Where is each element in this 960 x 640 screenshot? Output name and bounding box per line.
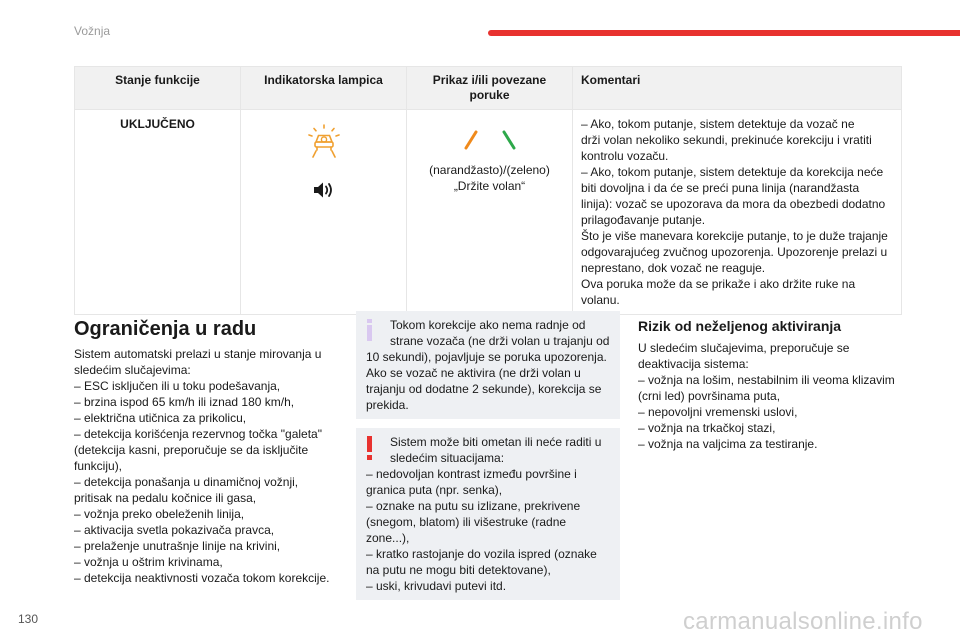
- warning-note-line: na putu ne mogu biti detektovane),: [366, 563, 551, 577]
- limits-line: Sistem automatski prelazi u stanje mirovanja u: [74, 347, 322, 361]
- limits-line: – detekcija korišćenja rezervnog točka "galeta": [74, 427, 322, 441]
- comment-line: odgovarajućeg zvučnog upozorenja. Upozorenje prelazi u: [581, 245, 888, 259]
- col-header-display: Prikaz i/ili povezane poruke: [407, 67, 573, 110]
- limits-section: [74, 316, 342, 586]
- limits-line: – detekcija ponašanja u dinamičnoj vožnji,: [74, 475, 299, 489]
- table-row: [75, 110, 902, 315]
- risk-line: (crni led) površinama puta,: [638, 389, 781, 403]
- warning-note-line: zone...),: [366, 531, 410, 545]
- info-icon: [366, 319, 374, 341]
- comment-line: – Ako, tokom putanje, sistem detektuje da vozač ne: [581, 117, 855, 131]
- warning-note-line: – nedovoljan kontrast između površine i: [366, 467, 577, 481]
- warning-note-line: granica puta (npr. senka),: [366, 483, 503, 497]
- comment-line: kontrolu vozaču.: [581, 149, 669, 163]
- display-message: „Držite volan“: [453, 179, 526, 193]
- warning-note-line: Sistem može biti ometan ili neće raditi u: [390, 435, 602, 449]
- header-title: Vožnja: [74, 24, 111, 38]
- info-note-line: prekida.: [366, 398, 409, 412]
- warning-icon: [366, 436, 374, 460]
- lane-lines-icon: [460, 126, 520, 152]
- comment-line: Ova poruka može da se prikaže i ako držite ruke na: [581, 277, 856, 291]
- warning-note-line: – uski, krivudavi putevi itd.: [366, 579, 507, 593]
- risk-line: U sledećim slučajevima, preporučuje se: [638, 341, 850, 355]
- limits-line: – aktivacija svetla pokazivača pravca,: [74, 523, 275, 537]
- info-note-line: strane vozača (ne drži volan u trajanju od: [390, 334, 610, 348]
- table-header-row: [75, 67, 902, 110]
- risk-line: – vožnja na valjcima za testiranje.: [638, 437, 818, 451]
- function-table: [74, 66, 902, 315]
- comment-line: drži volan nekoliko sekundi, prekinuće korekciju i vratiti: [581, 133, 872, 147]
- limits-line: (detekcija kasni, preporučuje se da isključite: [74, 443, 309, 457]
- risk-line: deaktivacija sistema:: [638, 357, 749, 371]
- comment-line: linija): vozač se upozorava da mora da obezbedi dodatno: [581, 197, 886, 211]
- info-note-line: trajanju od dodatne 2 sekunde), korekcija se: [366, 382, 602, 396]
- limits-line: – ESC isključen ili u toku podešavanja,: [74, 379, 281, 393]
- risk-line: – nepovoljni vremenski uslovi,: [638, 405, 798, 419]
- cell-display: [407, 110, 573, 315]
- limits-line: – prelaženje unutrašnje linije na krivini,: [74, 539, 281, 553]
- warning-note-line: – oznake na putu su izlizane, prekrivene: [366, 499, 581, 513]
- limits-line: – vožnja preko obeleženih linija,: [74, 507, 245, 521]
- limits-line: – detekcija neaktivnosti vozača tokom korekcije.: [74, 571, 330, 585]
- col-header-comments: Komentari: [573, 67, 902, 110]
- risk-title: Rizik od neželjenog aktiviranja: [638, 318, 842, 334]
- comment-line: neprestano, dok vozač ne reaguje.: [581, 261, 766, 275]
- watermark: carmanualsonline.info: [683, 608, 923, 635]
- risk-section: [638, 316, 906, 452]
- comment-line: biti dovoljna i da će se preći puna linija (narandžasta: [581, 181, 860, 195]
- info-note-line: Ako se vozač ne aktivira (ne drži volan u: [366, 366, 581, 380]
- warning-note-line: sledećim situacijama:: [390, 451, 505, 465]
- limits-line: sledećim slučajevima:: [74, 363, 191, 377]
- limits-line: – električna utičnica za prikolicu,: [74, 411, 247, 425]
- info-note: [356, 311, 620, 419]
- limits-title: Ograničenja u radu: [74, 318, 257, 340]
- limits-line: pritisak na pedalu kočnice ili gasa,: [74, 491, 257, 505]
- info-note-line: Tokom korekcije ako nema radnje od: [390, 318, 586, 332]
- warning-note: [356, 428, 620, 600]
- header-accent-bar: [488, 30, 960, 36]
- comment-line: Što je više manevara korekcije putanje, to je duže trajanje: [581, 229, 888, 243]
- cell-state: UKLJUČENO: [75, 110, 241, 315]
- limits-line: funkciju),: [74, 459, 123, 473]
- speaker-icon: [312, 180, 336, 200]
- limits-line: – vožnja u oštrim krivinama,: [74, 555, 223, 569]
- comment-line: – Ako, tokom putanje, sistem detektuje da korekcija neće: [581, 165, 884, 179]
- cell-indicator: [241, 110, 407, 315]
- limits-line: – brzina ispod 65 km/h ili iznad 180 km/h,: [74, 395, 295, 409]
- risk-line: – vožnja na trkačkoj stazi,: [638, 421, 776, 435]
- warning-note-line: (snegom, blatom) ili višestruke (radne: [366, 515, 567, 529]
- comment-line: volanu.: [581, 293, 620, 307]
- comment-line: prilagođavanje putanje.: [581, 213, 706, 227]
- page-number: 130: [18, 612, 39, 626]
- lane-keeping-warning-icon: [307, 124, 341, 158]
- display-colors-text: (narandžasto)/(zeleno): [429, 163, 550, 177]
- warning-note-line: – kratko rastojanje do vozila ispred (oznake: [366, 547, 597, 561]
- col-header-indicator: Indikatorska lampica: [241, 67, 407, 110]
- col-header-state: Stanje funkcije: [75, 67, 241, 110]
- cell-comments: [573, 110, 902, 315]
- info-note-line: 10 sekundi), pojavljuje se poruka upozorenja.: [366, 350, 607, 364]
- risk-line: – vožnja na lošim, nestabilnim ili veoma klizavim: [638, 373, 895, 387]
